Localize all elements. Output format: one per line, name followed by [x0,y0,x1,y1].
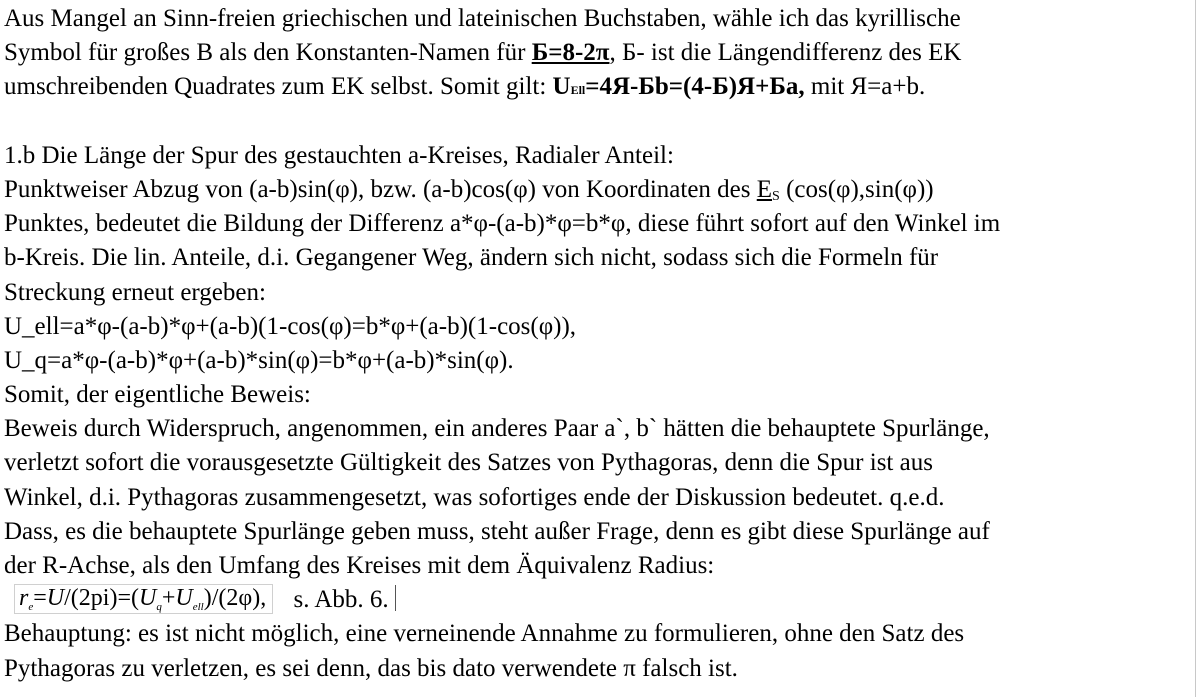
section-heading-1b: 1.b Die Länge der Spur des gestauchten a-Kreises, Radialer Anteil: [4,141,674,169]
text-line-20: Pythagoras zu verletzen, es sei denn, das bis dato verwendete π falsch ist. [4,654,738,682]
text-segment: umschreibenden Quadrates zum EK selbst. Somit gilt: [4,73,553,101]
text-line-6 [4,173,1196,207]
formula-Uell-subscript: ell [192,601,204,614]
text-line-15: Winkel, d.i. Pythagoras zusammengesetzt, was sofortiges ende der Diskussion bedeutet. q.e.d. [4,483,945,511]
text-line-9: Streckung erneut ergeben: [4,278,266,306]
formula-u: U [552,73,571,101]
formula-Uq: U [138,585,157,612]
text-cursor [395,585,396,611]
text-segment: Punktweiser Abzug von (a-b)sin(φ), bzw. (a-b)cos(φ) von Koordinaten des [4,175,757,203]
text-line-7: Punktes, bedeutet die Bildung der Differenz a*φ-(a-b)*φ=b*φ, diese führt sofort auf den Winkel im [4,210,1001,238]
constant-definition: Б=8-2π [531,39,610,67]
formula-r: r [19,585,29,612]
empty-line [4,105,1196,139]
es-symbol [757,176,780,203]
text-segment: , Б- ist die Längendifferenz des EK [609,39,962,67]
formula-line [4,583,1196,617]
formula-equals: = [33,585,47,612]
formula-div-2pi: /(2pi)=( [64,585,139,612]
text-line-16: Dass, es die behauptete Spurlänge geben muss, steht außer Frage, denn es gibt diese Spurlänge auf [4,517,990,545]
text-line-3 [4,70,1196,104]
text-segment: (cos(φ),sin(φ)) [779,175,934,203]
text-line-14: verletzt sofort die vorausgesetzte Gültigkeit des Satzes von Pythagoras, denn die Spur ist aus [4,449,933,477]
text-line-13: Beweis durch Widerspruch, angenommen, ein anderes Paar a`, b` hätten die behauptete Spurlänge, [4,415,990,443]
formula-div-2phi: )/(2φ), [203,585,267,612]
formula-plus: + [161,585,176,612]
text-line-1: Aus Mangel an Sinn-freien griechischen und lateinischen Buchstaben, wähle ich das kyrillische [4,5,961,32]
es-subscript: S [772,188,780,204]
text-line-19: Behauptung: es ist nicht möglich, eine verneinende Annahme zu formulieren, ohne den Satz des [4,620,965,648]
es-letter: E [756,175,773,203]
text-line-8: b-Kreis. Die lin. Anteile, d.i. Gegangener Weg, ändern sich nicht, sodass sich die Formeln für [4,244,939,272]
text-segment: mit Я=a+b. [804,73,926,101]
document-body [4,2,1196,686]
formula-u-subscript: Ell [570,83,586,98]
figure-reference: s. Abb. 6. [293,586,389,614]
text-line-17: der R-Achse, als den Umfang des Kreises mit dem Äquivalenz Radius: [4,552,715,579]
formula-Uq-subscript: q [156,601,162,614]
text-line-2 [4,36,1196,70]
formula-u-ell-line: U_ell=a*φ-(a-b)*φ+(a-b)(1-cos(φ)=b*φ+(a-b)(1-cos(φ)), [4,312,577,340]
formula-u-q-line: U_q=a*φ-(a-b)*φ+(a-b)*sin(φ)=b*φ+(a-b)*sin(φ). [4,346,514,374]
text-line-12: Somit, der eigentliche Beweis: [4,381,311,409]
equivalence-radius-formula[interactable] [14,584,273,614]
text-segment: Symbol für großes B als den Konstanten-Namen für [4,39,532,67]
formula-u-ell-expression: =4Я-Бb=(4-Б)Я+Бa, [585,73,805,101]
formula-u-ell [553,73,805,100]
formula-U: U [46,585,65,612]
formula-Uell: U [175,585,193,612]
formula-r-subscript: e [28,601,34,614]
